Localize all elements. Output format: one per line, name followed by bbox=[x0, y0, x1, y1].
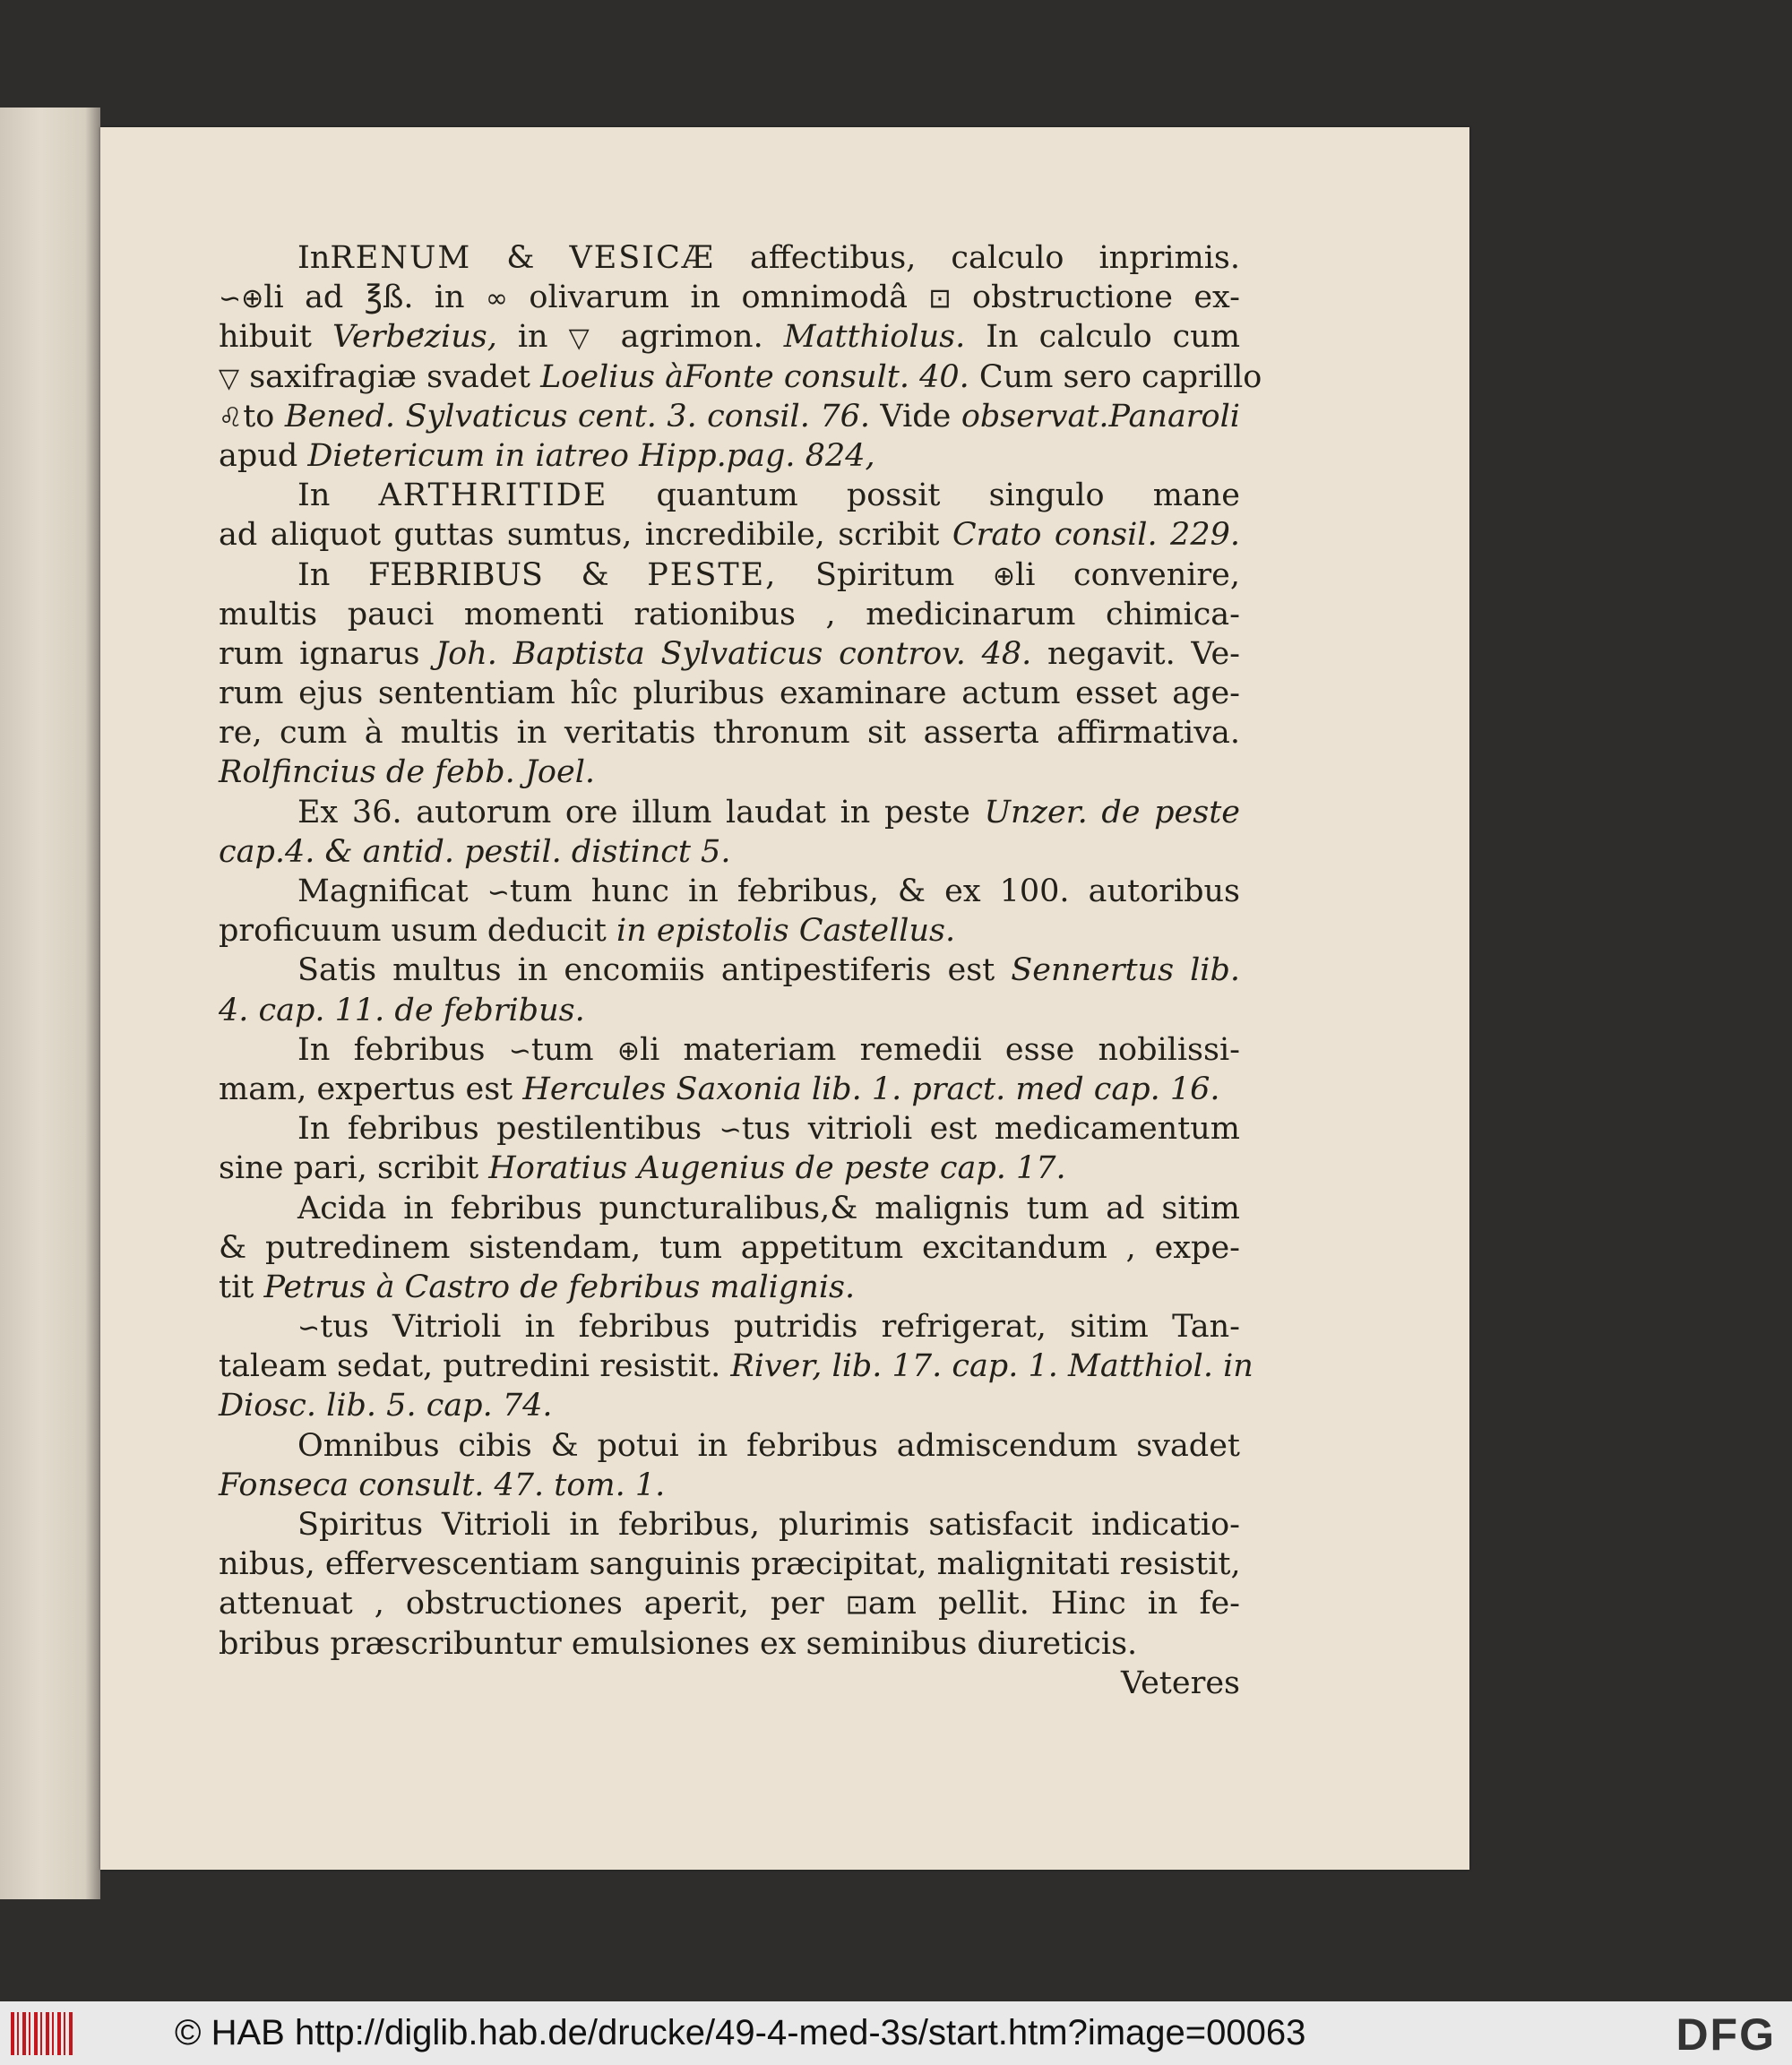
text-run: negavit. Ve- bbox=[1031, 635, 1241, 672]
alchemical-symbol: ∽ bbox=[219, 283, 242, 315]
text-line bbox=[219, 1149, 1240, 1188]
text-run: RENUM bbox=[330, 240, 472, 276]
text-line bbox=[219, 1544, 1240, 1584]
text-line bbox=[219, 713, 1240, 753]
text-run: PESTE, bbox=[647, 556, 778, 593]
alchemical-symbol: ∽ bbox=[487, 877, 510, 908]
text-run: Acida in febribus puncturalibus,& malignis tum ad sitim bbox=[297, 1190, 1240, 1226]
text-run: agrimon. bbox=[599, 319, 784, 356]
text-line bbox=[219, 674, 1240, 713]
text-run: olivarum in omnimodâ bbox=[508, 280, 929, 316]
alchemical-symbol: ∽ bbox=[508, 1035, 531, 1067]
italic-citation: Crato consil. 229. bbox=[952, 517, 1240, 554]
text-line bbox=[219, 1505, 1240, 1544]
alchemical-symbol: ▽ bbox=[219, 362, 240, 394]
text-run: Spiritus Vitrioli in febribus, plurimis satisfacit indicatio- bbox=[297, 1507, 1240, 1543]
italic-citation: Loelius àFonte consult. 40. bbox=[540, 358, 969, 395]
italic-citation: Hercules Saxonia lib. 1. pract. med cap. 16. bbox=[522, 1071, 1220, 1107]
text-line bbox=[219, 1228, 1240, 1268]
text-run: In febribus pestilentibus bbox=[297, 1111, 719, 1148]
italic-citation: Rolfincius de febb. Joel. bbox=[219, 754, 596, 791]
text-run: Ex 36. autorum ore illum laudat in peste bbox=[297, 794, 985, 830]
previous-page-edge bbox=[0, 108, 100, 1899]
text-line bbox=[219, 1109, 1240, 1149]
text-run: affectibus, calculo inprimis. bbox=[714, 240, 1240, 276]
text-line bbox=[219, 1347, 1254, 1386]
text-line bbox=[219, 515, 1240, 555]
text-run: quantum possit singulo mane bbox=[607, 478, 1241, 514]
text-run: Vide bbox=[869, 398, 961, 435]
text-line bbox=[219, 1386, 1240, 1425]
text-run: tum bbox=[530, 1031, 617, 1068]
text-line bbox=[219, 951, 1240, 990]
text-line bbox=[219, 634, 1240, 674]
italic-citation: Dietericum in iatreo Hipp.pag. 824, bbox=[307, 437, 875, 474]
text-run: Omnibus cibis & potui in febribus admiscendum svadet bbox=[297, 1427, 1240, 1464]
text-line bbox=[219, 238, 1240, 278]
dfg-logo: DFG bbox=[1676, 2009, 1776, 2060]
text-line bbox=[219, 1426, 1240, 1466]
page-text bbox=[219, 238, 1262, 1703]
text-run: tus vitrioli est medicamentum bbox=[741, 1111, 1240, 1148]
text-line bbox=[219, 476, 1240, 515]
text-run: In calculo cum bbox=[965, 319, 1241, 356]
text-run: Satis multus in encomiis antipestiferis est bbox=[297, 952, 1012, 989]
text-run: bribus præscribuntur emulsiones ex seminibus diureticis. bbox=[219, 1625, 1138, 1662]
text-run: li materiam remedii esse nobilissi- bbox=[639, 1031, 1241, 1068]
italic-citation: observat.Panaroli bbox=[961, 398, 1240, 435]
text-line bbox=[219, 1070, 1240, 1109]
footer-bar bbox=[0, 2001, 1792, 2065]
italic-citation: River, lib. 17. cap. 1. Matthiol. in bbox=[730, 1348, 1254, 1385]
text-line bbox=[219, 1584, 1240, 1623]
italic-citation: Joh. Baptista Sylvaticus controv. 48. bbox=[435, 635, 1032, 672]
text-run: In bbox=[297, 478, 379, 514]
text-run: am pellit. Hinc in fe- bbox=[867, 1586, 1240, 1622]
text-line bbox=[219, 911, 1240, 951]
alchemical-symbol: ∽ bbox=[719, 1114, 742, 1147]
text-run: mam, expertus est bbox=[219, 1071, 523, 1107]
text-line bbox=[219, 555, 1240, 595]
text-run: in bbox=[496, 319, 569, 356]
text-run: sine pari, scribit bbox=[219, 1150, 489, 1187]
text-line bbox=[219, 357, 1262, 397]
text-line bbox=[219, 872, 1240, 911]
italic-citation: Diosc. lib. 5. cap. 74. bbox=[219, 1388, 553, 1424]
italic-citation: Matthiolus. bbox=[783, 319, 966, 356]
text-line bbox=[219, 1466, 1240, 1505]
text-run: Cum sero caprillo bbox=[969, 358, 1262, 395]
text-run: tit bbox=[219, 1269, 264, 1305]
text-run: li convenire, bbox=[1015, 556, 1240, 593]
text-line bbox=[219, 397, 1240, 436]
text-run: taleam sedat, putredini resistit. bbox=[219, 1348, 731, 1385]
text-run: tus Vitrioli in febribus putridis refrigerat, sitim Tan- bbox=[320, 1309, 1240, 1346]
text-run: to bbox=[243, 398, 285, 435]
italic-citation: Verbezius, bbox=[332, 319, 497, 356]
alchemical-symbol: ⊡ bbox=[845, 1589, 868, 1622]
text-run: In febribus bbox=[297, 1031, 509, 1068]
text-line bbox=[219, 991, 1240, 1030]
footer-credit-link[interactable]: © HAB http://diglib.hab.de/drucke/49-4-med-3s/start.htm?image=00063 bbox=[175, 2013, 1306, 2052]
text-run: ad aliquot guttas sumtus, incredibile, scribit bbox=[219, 517, 952, 554]
text-run: Magnificat bbox=[297, 873, 487, 909]
text-run: ARTHRITIDE bbox=[378, 478, 608, 514]
text-run: re, cum à multis in veritatis thronum sit asserta affirmativa. bbox=[219, 715, 1240, 752]
text-run: hibuit bbox=[219, 319, 332, 356]
text-run: tum hunc in febribus, & ex 100. autoribus bbox=[509, 873, 1240, 909]
text-run: li ad ℥ß. in bbox=[263, 280, 486, 316]
book-page bbox=[100, 127, 1469, 1870]
text-run: & putredinem sistendam, tum appetitum excitandum , expe- bbox=[219, 1229, 1240, 1266]
alchemical-symbol: ⊕ bbox=[241, 283, 264, 315]
text-line bbox=[219, 1624, 1240, 1664]
italic-citation: Sennertus lib. bbox=[1011, 952, 1241, 989]
text-run: multis pauci momenti rationibus , medicinarum chimica- bbox=[219, 596, 1240, 632]
text-line bbox=[219, 753, 1240, 792]
catchword: Veteres bbox=[1121, 1665, 1240, 1701]
barcode-icon bbox=[11, 2012, 73, 2055]
text-run: nibus, effervescentiam sanguinis præcipitat, malignitati resistit, bbox=[219, 1546, 1241, 1583]
text-run: rum ejus sententiam hîc pluribus examinare actum esset age- bbox=[219, 675, 1240, 712]
italic-citation: Bened. Sylvaticus cent. 3. consil. 76. bbox=[284, 398, 870, 435]
alchemical-symbol: ⊡ bbox=[928, 283, 952, 315]
alchemical-symbol: ▽ bbox=[568, 323, 600, 355]
text-line bbox=[219, 317, 1240, 357]
alchemical-symbol: ∞ bbox=[486, 283, 508, 315]
alchemical-symbol: ♌ bbox=[219, 401, 244, 434]
text-line bbox=[219, 595, 1240, 634]
text-run: In bbox=[297, 240, 331, 276]
text-run: & bbox=[471, 240, 570, 276]
italic-citation: in epistolis Castellus. bbox=[616, 913, 956, 950]
text-run: saxifragiæ svadet bbox=[239, 358, 541, 395]
text-run: VESICÆ bbox=[569, 240, 715, 276]
italic-citation: Horatius Augenius de peste cap. 17. bbox=[488, 1150, 1066, 1187]
text-run: attenuat , obstructiones aperit, per bbox=[219, 1586, 846, 1622]
italic-citation: Unzer. de peste bbox=[984, 794, 1240, 830]
text-run: apud bbox=[219, 437, 308, 474]
text-line bbox=[219, 1030, 1240, 1070]
text-line bbox=[219, 278, 1240, 317]
alchemical-symbol: ⊕ bbox=[992, 560, 1015, 592]
italic-citation: Petrus à Castro de febribus malignis. bbox=[263, 1269, 856, 1305]
text-run: rum ignarus bbox=[219, 635, 436, 672]
italic-citation: 4. cap. 11. de febribus. bbox=[219, 992, 585, 1028]
text-run: In FEBRIBUS & bbox=[297, 556, 648, 593]
italic-citation: cap.4. & antid. pestil. distinct 5. bbox=[219, 833, 731, 870]
text-line bbox=[219, 1189, 1240, 1228]
text-line bbox=[219, 1268, 1240, 1307]
text-run: proficuum usum deducit bbox=[219, 913, 616, 950]
text-run: Spiritum bbox=[777, 556, 993, 593]
text-line bbox=[219, 1307, 1240, 1347]
italic-citation: Fonseca consult. 47. tom. 1. bbox=[219, 1467, 666, 1503]
text-line bbox=[219, 832, 1240, 872]
text-line bbox=[219, 793, 1240, 832]
text-run: obstructione ex- bbox=[951, 280, 1240, 316]
text-line bbox=[219, 436, 1240, 476]
alchemical-symbol: ∽ bbox=[297, 1312, 321, 1345]
alchemical-symbol: ⊕ bbox=[616, 1035, 640, 1067]
